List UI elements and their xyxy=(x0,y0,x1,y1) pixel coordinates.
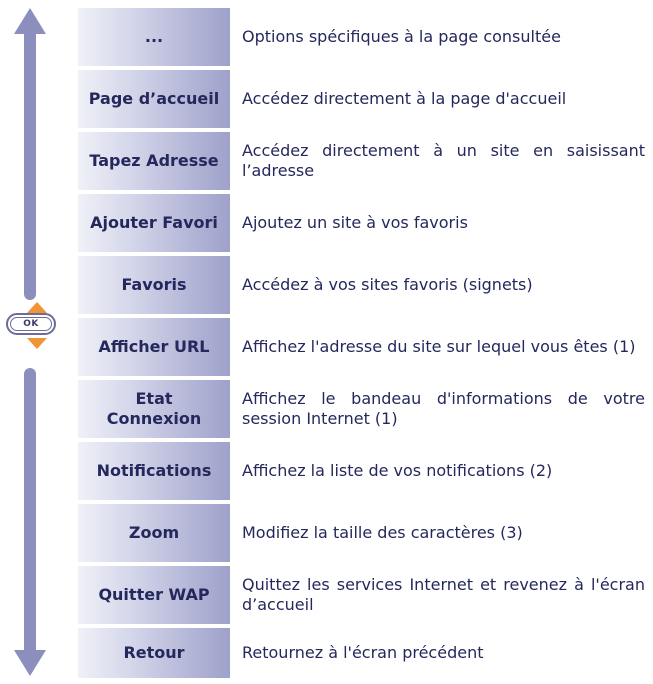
menu-item-description: Affichez l'adresse du site sur lequel vous êtes (1) xyxy=(242,337,636,356)
menu-item-label: Afficher URL xyxy=(78,318,230,376)
menu-row-notifications xyxy=(78,442,653,500)
menu-row-retour xyxy=(78,628,653,678)
menu-item-label: ... xyxy=(78,8,230,66)
scroll-track-upper xyxy=(24,28,36,300)
menu-item-label: Page d’accueil xyxy=(78,70,230,128)
menu-row-etat-connexion xyxy=(78,380,653,438)
ok-key-label: OK xyxy=(10,317,52,331)
menu-item-label: Quitter WAP xyxy=(78,566,230,624)
menu-item-label: Retour xyxy=(78,628,230,678)
menu-row-zoom xyxy=(78,504,653,562)
menu-item-description: Options spécifiques à la page consultée xyxy=(242,27,561,46)
menu-item-label: Favoris xyxy=(78,256,230,314)
menu-row-page-accueil xyxy=(78,70,653,128)
menu-row-ajouter-favori xyxy=(78,194,653,252)
menu-item-description: Modifiez la taille des caractères (3) xyxy=(242,523,523,542)
nav-down-icon xyxy=(27,338,47,349)
menu-item-description: Ajoutez un site à vos favoris xyxy=(242,213,468,232)
ok-key-icon xyxy=(6,313,56,335)
menu-item-description: Affichez le bandeau d'informations de votre session Internet (1) xyxy=(242,389,645,428)
menu-row-quitter-wap xyxy=(78,566,653,624)
menu-row-afficher-url xyxy=(78,318,653,376)
menu-item-description: Affichez la liste de vos notifications (2) xyxy=(242,461,553,480)
menu-item-label: Tapez Adresse xyxy=(78,132,230,190)
menu-row-favoris xyxy=(78,256,653,314)
scroll-track-lower xyxy=(24,368,36,664)
menu-item-label: Notifications xyxy=(78,442,230,500)
menu-item-label: Zoom xyxy=(78,504,230,562)
menu-item-description: Retournez à l'écran précédent xyxy=(242,643,484,662)
menu-item-description: Quittez les services Internet et revenez à l'écran d’accueil xyxy=(242,575,645,614)
menu-item-label: Ajouter Favori xyxy=(78,194,230,252)
menu-item-description: Accédez à vos sites favoris (signets) xyxy=(242,275,533,294)
menu-item-description: Accédez directement à un site en saisissant l’adresse xyxy=(242,141,645,180)
scroll-down-arrow-icon xyxy=(14,650,46,676)
nav-up-icon xyxy=(27,302,47,313)
menu-item-label: Etat Connexion xyxy=(78,380,230,438)
menu-row-options xyxy=(78,8,653,66)
menu-item-description: Accédez directement à la page d'accueil xyxy=(242,89,567,108)
menu-row-tapez-adresse xyxy=(78,132,653,190)
